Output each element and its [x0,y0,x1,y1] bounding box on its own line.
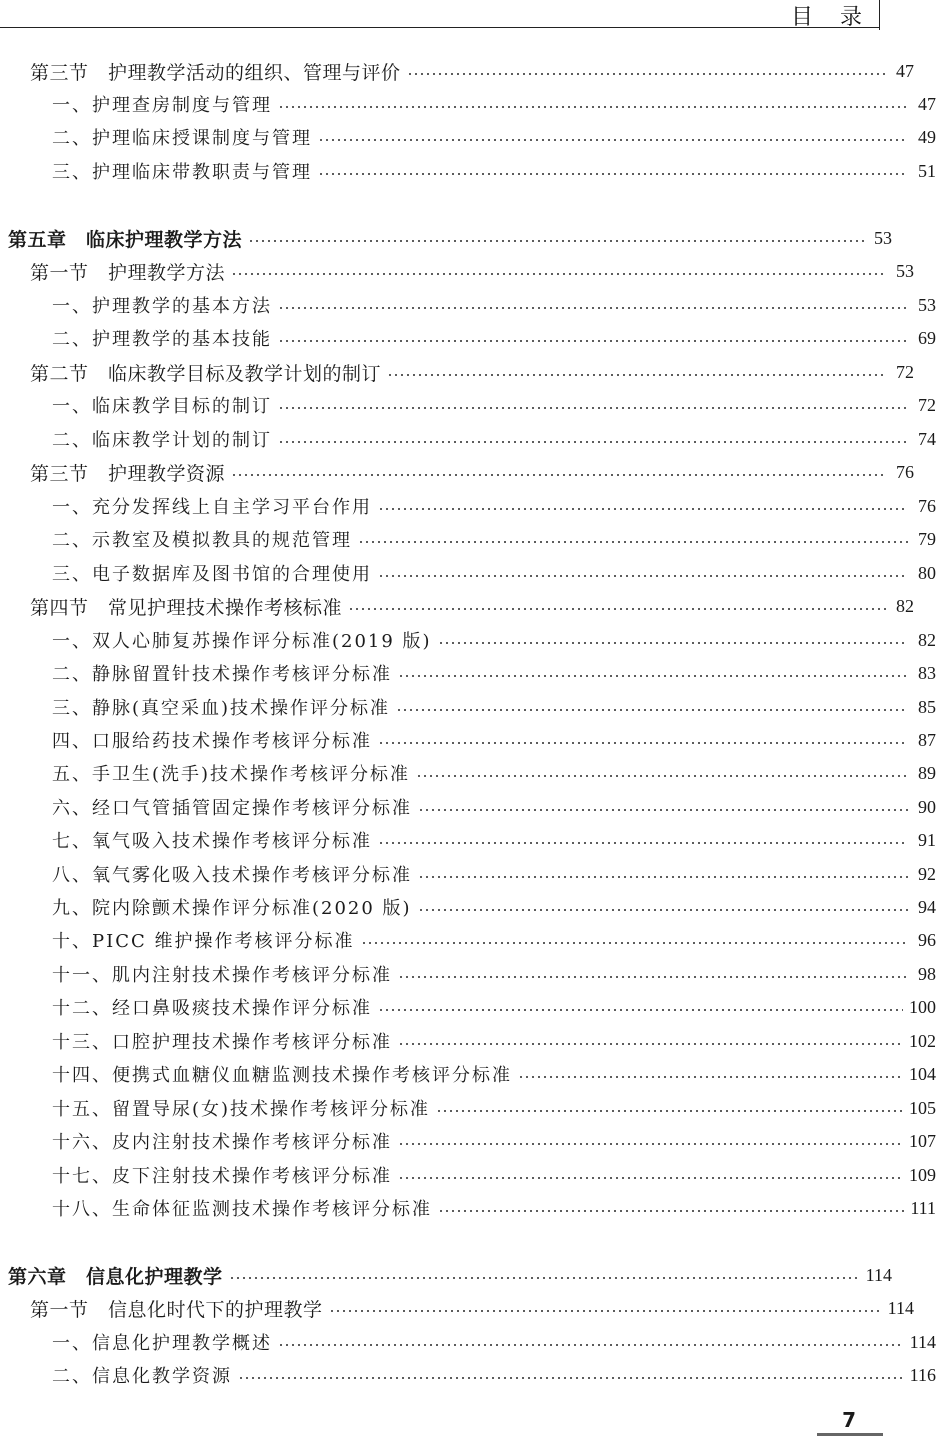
toc-entry-page: 85 [918,696,936,717]
toc-item-row [0,424,936,454]
toc-entry-page: 47 [918,93,936,114]
toc-entry-page: 90 [918,796,936,817]
toc-entry-page: 53 [918,294,936,315]
toc-entry-page: 69 [918,327,936,348]
toc-item-row [0,524,936,554]
toc-item-row [0,625,936,655]
toc-item-row [0,725,936,755]
toc-entry-page: 89 [918,762,936,783]
toc-entry-page: 72 [918,394,936,415]
dot-leader [231,474,886,476]
dot-leader [278,1344,904,1346]
dot-leader [278,441,908,443]
dot-leader [438,642,908,644]
page-number: 7 [842,1408,856,1432]
toc-item-row [0,558,936,588]
toc-entry-title: 十二、经口鼻吸痰技术操作评分标准 [52,998,372,1019]
toc-entry-page: 53 [896,260,914,281]
toc-entry-title: 第一节 护理教学方法 [30,261,226,284]
toc-section-row [0,56,914,86]
toc-item-row [0,89,936,119]
dot-leader [318,139,908,141]
dot-leader [416,775,908,777]
toc-item-row [0,1360,936,1390]
toc-item-row [0,692,936,722]
toc-item-row [0,892,936,922]
toc-item-row [0,290,936,320]
toc-entry-title: 四、口服给药技术操作考核评分标准 [52,731,372,752]
toc-entry-title: 三、静脉(真空采血)技术操作评分标准 [52,698,391,719]
toc-entry-title: 二、静脉留置针技术操作考核评分标准 [52,664,392,685]
toc-entry-page: 51 [918,160,936,181]
toc-section-row [0,1293,914,1323]
toc-entry-page: 80 [918,562,936,583]
toc-entry-page: 109 [909,1164,936,1185]
toc-entry-page: 83 [918,662,936,683]
dot-leader [398,675,908,677]
toc-entry-page: 87 [918,729,936,750]
toc-item-row [0,825,936,855]
dot-leader [418,909,908,911]
toc-item-row [0,658,936,688]
toc-entry-page: 104 [909,1063,936,1084]
toc-entry-title: 第五章 临床护理教学方法 [8,228,243,251]
toc-item-row [0,1193,936,1223]
toc-item-row [0,992,936,1022]
dot-leader [358,541,908,543]
header-rule [0,27,880,28]
toc-entry-page: 49 [918,126,936,147]
toc-item-row [0,1026,936,1056]
toc-entry-page: 76 [918,495,936,516]
toc-entry-title: 八、氧气雾化吸入技术操作考核评分标准 [52,865,412,886]
toc-item-row [0,859,936,889]
toc-entry-page: 102 [909,1030,936,1051]
toc-entry-page: 114 [865,1264,892,1285]
toc-item-row [0,758,936,788]
toc-entry-title: 一、护理查房制度与管理 [52,95,272,116]
toc-item-row [0,792,936,822]
toc-entry-page: 94 [918,896,936,917]
toc-entry-page: 82 [918,629,936,650]
dot-leader [378,1009,903,1011]
toc-entry-title: 七、氧气吸入技术操作考核评分标准 [52,831,372,852]
toc-entry-page: 116 [909,1364,936,1385]
toc-entry-title: 十七、皮下注射技术操作考核评分标准 [52,1166,392,1187]
toc-entry-title: 第一节 信息化时代下的护理教学 [30,1298,323,1321]
dot-leader [278,307,908,309]
toc-entry-page: 92 [918,863,936,884]
toc-entry-title: 十五、留置导尿(女)技术操作考核评分标准 [52,1099,431,1120]
toc-entry-page: 111 [910,1197,936,1218]
dot-leader [231,273,886,275]
toc-entry-page: 82 [896,595,914,616]
toc-item-row [0,1327,936,1357]
toc-item-row [0,1059,936,1089]
dot-leader [378,742,908,744]
toc-item-row [0,156,936,186]
toc-entry-page: 107 [909,1130,936,1151]
toc-entry-title: 第三节 护理教学活动的组织、管理与评价 [30,61,401,84]
toc-section-row [0,457,914,487]
dot-leader [278,106,908,108]
toc-section-row [0,256,914,286]
toc-entry-title: 二、示教室及模拟教具的规范管理 [52,530,352,551]
toc-entry-page: 76 [896,461,914,482]
dot-leader [387,374,886,376]
dot-leader [438,1210,904,1212]
toc-entry-title: 一、护理教学的基本方法 [52,296,272,317]
toc-entry-page: 98 [918,963,936,984]
dot-leader [238,1377,904,1379]
dot-leader [318,173,908,175]
toc-entry-title: 十一、肌内注射技术操作考核评分标准 [52,965,392,986]
toc-entry-page: 100 [909,996,936,1017]
toc-entry-title: 六、经口气管插管固定操作考核评分标准 [52,798,412,819]
toc-section-row [0,357,914,387]
dot-leader [278,340,908,342]
toc-item-row [0,323,936,353]
toc-entry-title: 二、护理教学的基本技能 [52,329,272,350]
dot-leader [361,942,909,944]
toc-entry-page: 105 [909,1097,936,1118]
toc-item-row [0,1126,936,1156]
dot-leader [518,1076,903,1078]
dot-leader [396,709,908,711]
toc-entry-title: 一、充分发挥线上自主学习平台作用 [52,497,372,518]
dot-leader [398,1143,903,1145]
toc-entry-title: 第三节 护理教学资源 [30,462,226,485]
header-title: 目 录 [791,5,872,30]
toc-item-row [0,1093,936,1123]
toc-entry-title: 九、院内除颤术操作评分标准(2020 版) [52,898,412,919]
dot-leader [398,1177,903,1179]
toc-entry-title: 十、PICC 维护操作考核评分标准 [52,931,355,952]
toc-entry-title: 第二节 临床教学目标及教学计划的制订 [30,362,382,385]
toc-entry-page: 53 [874,227,892,248]
toc-entry-title: 三、护理临床带教职责与管理 [52,162,312,183]
dot-leader [348,608,886,610]
toc-entry-title: 一、信息化护理教学概述 [52,1333,272,1354]
toc-entry-page: 47 [896,60,914,81]
toc-entry-title: 二、临床教学计划的制订 [52,430,272,451]
dot-leader [418,876,908,878]
toc-item-row [0,959,936,989]
toc-entry-title: 五、手卫生(洗手)技术操作考核评分标准 [52,764,411,785]
dot-leader [436,1110,903,1112]
toc-chapter-row [0,1260,892,1290]
toc-entry-page: 96 [918,929,936,950]
header-side-bar [879,0,880,30]
toc-entry-title: 十四、便携式血糖仪血糖监测技术操作考核评分标准 [52,1065,512,1086]
toc-entry-title: 十三、口腔护理技术操作考核评分标准 [52,1032,392,1053]
toc-entry-page: 114 [909,1331,936,1352]
toc-item-row [0,122,936,152]
toc-entry-page: 72 [896,361,914,382]
dot-leader [378,508,908,510]
toc-entry-page: 114 [887,1297,914,1318]
dot-leader [398,976,908,978]
toc-entry-title: 三、电子数据库及图书馆的合理使用 [52,564,372,585]
dot-leader [378,842,908,844]
dot-leader [278,407,908,409]
dot-leader [407,73,886,75]
toc-entry-title: 第六章 信息化护理教学 [8,1265,223,1288]
toc-entry-title: 二、护理临床授课制度与管理 [52,128,312,149]
toc-entry-title: 十六、皮内注射技术操作考核评分标准 [52,1132,392,1153]
toc-chapter-row [0,223,892,253]
toc-section-row [0,591,914,621]
dot-leader [378,575,908,577]
footer-rule [817,1433,883,1436]
dot-leader [248,240,864,242]
dot-leader [229,1277,860,1279]
toc-entry-page: 74 [918,428,936,449]
toc-item-row [0,390,936,420]
toc-entry-page: 91 [918,829,936,850]
toc-item-row [0,1160,936,1190]
toc-entry-title: 二、信息化教学资源 [52,1366,232,1387]
toc-entry-title: 一、双人心肺复苏操作评分标准(2019 版) [52,631,432,652]
toc-entry-title: 第四节 常见护理技术操作考核标准 [30,596,343,619]
toc-entry-title: 一、临床教学目标的制订 [52,396,272,417]
toc-item-row [0,925,936,955]
toc-item-row [0,491,936,521]
dot-leader [418,809,908,811]
toc-entry-page: 79 [918,528,936,549]
dot-leader [398,1043,903,1045]
dot-leader [329,1310,882,1312]
toc-entry-title: 十八、生命体征监测技术操作考核评分标准 [52,1199,432,1220]
